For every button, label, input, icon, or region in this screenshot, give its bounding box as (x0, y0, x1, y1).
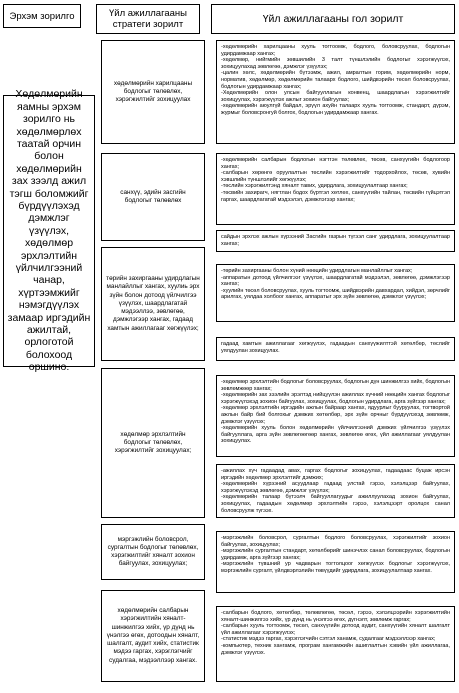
strategy-3 (101, 247, 205, 361)
activity-block-8 (216, 531, 455, 593)
activity-item: -хөдөлмөрийн талаар бүтээлч байгууллагуудыг ажиллуулахад зохион байгуулах, зохицуулах, гадаадын хөдөлмөр эрхлэлтийн гэрээ, хэлэлцээрт оролцох санал боловсруулж түгээх. (221, 494, 450, 514)
activity-item: -хөдөлмөр, нийгмийн зөвшилийн 3 талт түншлэлийн бодлогыг хэрэгжүүлэх, зохицуулахад зөвлөгөө, дэмжлэг үзүүлэх; (221, 57, 450, 70)
activity-item: -хөдөлмөрийн хүрээний асуудлаар гадаад улстай гэрээ, хэлэлцээр байгуулах, хэрэгжүүлэхэд зөвлөгөө, дэмжлэг үзүүлэх; (221, 481, 450, 494)
mission-text: Хөдөлмөрийн яамны эрхэм зорилго нь хөдөлмөрлөх таатай орчин болон хөдөлмөрийн зах зээлд ажил тэгш боломжийг бүрдүүлэхэд дэмжлэг үзүүлэх, хөдөлмөр эрхлэлтийн үйлчилгээний чанар, хүртээмжийг нэмэгдүүлэх замаар иргэдийн ажилтай, орлоготой болохоод оршино. (7, 88, 91, 374)
activity-item: -салбарын хууль тогтоомж, төсөл, санхүүгийн дотоод аудит, санхүүгийн хяналт шалгалт үйл ажиллагааг хэрэгжүүлэх; (221, 623, 450, 636)
strategy-1-text: хөдөлмөрийн харилцааны бодлогыг төлөвлөх, хэрэгжилтийг зохицуулах (113, 79, 193, 104)
activity-item: -цалин хөлс, хөдөлмөрийн бүтээмж, ажил, амралтын горим, хөдөлмөрийн норм, норматив, хөдөлмөр, хөдөлмөрийн талаарх бодлого, шийдвэрийн төсөл боловсруулах, бодлогын удирдамжаар хангах; (221, 70, 450, 90)
activity-block-5 (216, 337, 455, 361)
activity-item: -төслийн хэрэгжилтэнд хяналт тавих, удирдлага, зохицуулалтаар хангах; (221, 183, 408, 190)
header-strategic-label: Үйл ажиллагааны стратеги зорилт (109, 8, 187, 30)
activity-item: -мэргэжлийн боловсрол, сургалтын бодлого боловсруулах, хэрэгжилтийг зохион байгуулах, зохицуулах; (221, 535, 450, 548)
strategy-2 (101, 153, 205, 241)
strategy-1 (101, 40, 205, 144)
activity-item: -ажиллах хүч гадаадад авах, гаргах бодлогыг зохицуулах, гадаадаас буцаж ирсэн иргэдийн хөдөлмөр эрхлэлтийг дэмжих; (221, 468, 450, 481)
strategy-4 (101, 368, 205, 518)
activity-item: -хөдөлмөр эрхлэлтийн бодлогыг боловсруулах, бодлогын дүн шинжилгээ хийх, бодлогын зөвлөмжөөр хангах; (221, 379, 450, 392)
activity-item: -хуулийн төсөл боловсруулах, хууль тогтоомж, шийдвэрийн давхардал, хийдэл, зөрчлийг арилгах, уялдаа холбоог хангах, аппаратыг эрх зүйн зөвлөгөө, дэмжлэг үзүүлэх; (221, 287, 450, 301)
activity-item: -хөдөлмөр эрхлэлтийн иргэдийн ажлын байраар хангах, ядуурлыг бууруулах, тогтвортой ажлын байр бий болгохыг дэмжих хөтөлбөр, эрх зүйн орчныг бүрдүүлэхэд зөвлөмж, дэмжлэг үзүүлэх; (221, 405, 450, 425)
strategy-5-text: мэргэжлийн боловсрол, сургалтын бодлогыг төлөвлөх, хэрэгжилтийг хяналт зохион байгуулах, зохицуулах; (107, 535, 199, 568)
strategy-3-text: төрийн захиргааны удирдлагын манлайллыг хангах, хуулиь эрх зүйн болон дотоод үйлчилгээ үзүүлэх, шаардлагатай мэдээллээ, зөвлөгөө, дэмжлэгээр хангах, гадаад хамтын ажиллагааг хөгжүүлэх; (106, 275, 200, 332)
strategy-6 (101, 590, 205, 682)
header-strategic (96, 4, 200, 34)
activity-item: -хөдөлмөрийн салбарын бодлогын нэгтгэн төлөвлөх, төсөв, санхүүгийн бодлогоор хангах; (221, 157, 450, 170)
activity-item: -мэргэжлийн түвшний ур чадварын тогтолцоог хөгжүүлэх бодлогыг хэрэгжүүлэх, мэргэжлийн сургалт, үйлдвэрлэлийн төвүүдийг удирдлага, зохицуулалтаар хангах. (221, 561, 450, 574)
activity-block-2 (216, 153, 455, 225)
activity-item: -салбарын хөрөнгө оруулалтын төслийн хэрэгжилтийг тодорхойлох, төсөв, хувийн хэвшлийн түншлэлийг хөгжүүлэх; (221, 170, 450, 183)
strategy-6-text: хөдөлмөрийн салбарын хэрэгжилтийн хяналт-шинжилгээ хийх, үр дүнд нь үнэлгээ өгөх, дотоодын хяналт, шалгалт, аудит хийх, статистик мэдээ гаргах, хэрэглэгчийг судалгаа, мэдээллээр хангах. (106, 607, 200, 664)
activity-item: -статистик мэдээ гаргах, хэрэглэгчийн сэтгэл ханамж, судалгааг мэдээллээр хангах; (221, 636, 436, 643)
activity-item: гадаад хамтын ажиллагааг хөгжүүлэх, гадаадын санхүүжилттэй хөтөлбөр, төслийг уялдуулан зохицуулах. (221, 341, 450, 354)
header-main (211, 4, 455, 34)
activity-block-4 (216, 264, 455, 322)
activity-block-7 (216, 464, 455, 518)
activity-block-1 (216, 40, 455, 144)
header-goal (3, 4, 81, 28)
strategy-5 (101, 524, 205, 580)
activity-item: -аппаратын дотоод үйлчилгээг үзүүлэх, шаардлагатай мэдээлэл, зөвлөгөө, дэмжлэгээр хангах; (221, 274, 450, 288)
strategy-2-text: санхүү, эдийн засгийн бодлогыг төлөвлөх (120, 188, 186, 204)
header-main-label: Үйл ажиллагааны гол зорилт (262, 12, 404, 25)
activity-block-3 (216, 230, 455, 252)
activity-item: сайдын эрхлэх ажлын хүрээний Засгийн газрын түгээл санг удирдлага, зохицуулалтаар хангах; (221, 234, 450, 247)
activity-item: -хөдөлмөрийн аюулгүй байдал, эрүүл ахуйн талаарх хууль тогтоомж, стандарт, дүрэм, журмыг боловсронгуй болгох, бодлогын удирдамжаар хангах. (221, 103, 450, 116)
activity-item: -мэргэжлийн сургалтын стандарт, хөтөлбөрийг шинэчлэх санал боловсруулах, бодлогын удирдамж, арга зүйгээр хангах; (221, 548, 450, 561)
activity-block-9 (216, 606, 455, 682)
header-goal-label: Эрхэм зорилго (9, 10, 75, 22)
activity-item: -хөдөлмөрийн харилцааны хууль тогтоомж, бодлого, боловсруулах, бодлогын удирдамжаар хангах; (221, 44, 450, 57)
activity-item: -компьютер, техник хангамж, програм хангамжийн ашиглалтын хэвийн үйл ажиллагаа, дэмжлэг үзүүлэх. (221, 642, 450, 656)
activity-block-6 (216, 375, 455, 457)
activity-item: -хөдөлмөрийн хууль болон хөдөлмөрийн үйлчилгээний дэмжих үйлчилгээ үзүүлэх байгууллага, арга зүйн зөвлөгөөгөөр хангах, зөвлөгөө өгөх, үйл ажиллагааг уялдуулан зохицуулах. (221, 425, 450, 445)
activity-item: -хөдөлмөрийн зах зээлийн эрэлтэд нийцүүлэн ажиллах хүчний нөөцийн хангах бодлогыг хэрэгжүүлэхэд зохион байгуулах, зохицуулах, бодлогын удирдлага, арга зүйгээр хангах; (221, 392, 450, 405)
strategy-4-text: хөдөлмөр эрхлэлтийн бодлогыг төлөвлөх, хэрэгжилтийг зохицуулах; (114, 430, 192, 455)
mission-statement (3, 88, 95, 374)
activity-item: -салбарын бодлого, хөтөлбөр, төлөвлөгөө, төсөл, гэрээ, хэлэлцээрийн хэрэгжилтийн хяналт-шинжилгээ хийх, үр дүнд нь үнэлгээ өгөх, дүгнэлт, зөвлөмж гаргах; (221, 610, 450, 623)
activity-item: -Хөдөлмөрийн олон улсын байгууллагын конвенц, шаардлагын хэрэгжилтийг зохицуулах, хэрэгжүүлэх ажлыг зохион байгуулах; (221, 90, 450, 103)
activity-item: -төрийн захиргааны болон хүний нөөцийн удирдлагын манлайллыг хангах; (221, 268, 413, 274)
activity-item: -төсвийн захирагч, нягтлан бодох бүртгэл хөтлөх, санхүүгийн тайлан, төсвийн гүйцэтгэл гаргах, шаардлагатай мэдээлэл, дэмжлэгээр хангах; (221, 189, 450, 203)
